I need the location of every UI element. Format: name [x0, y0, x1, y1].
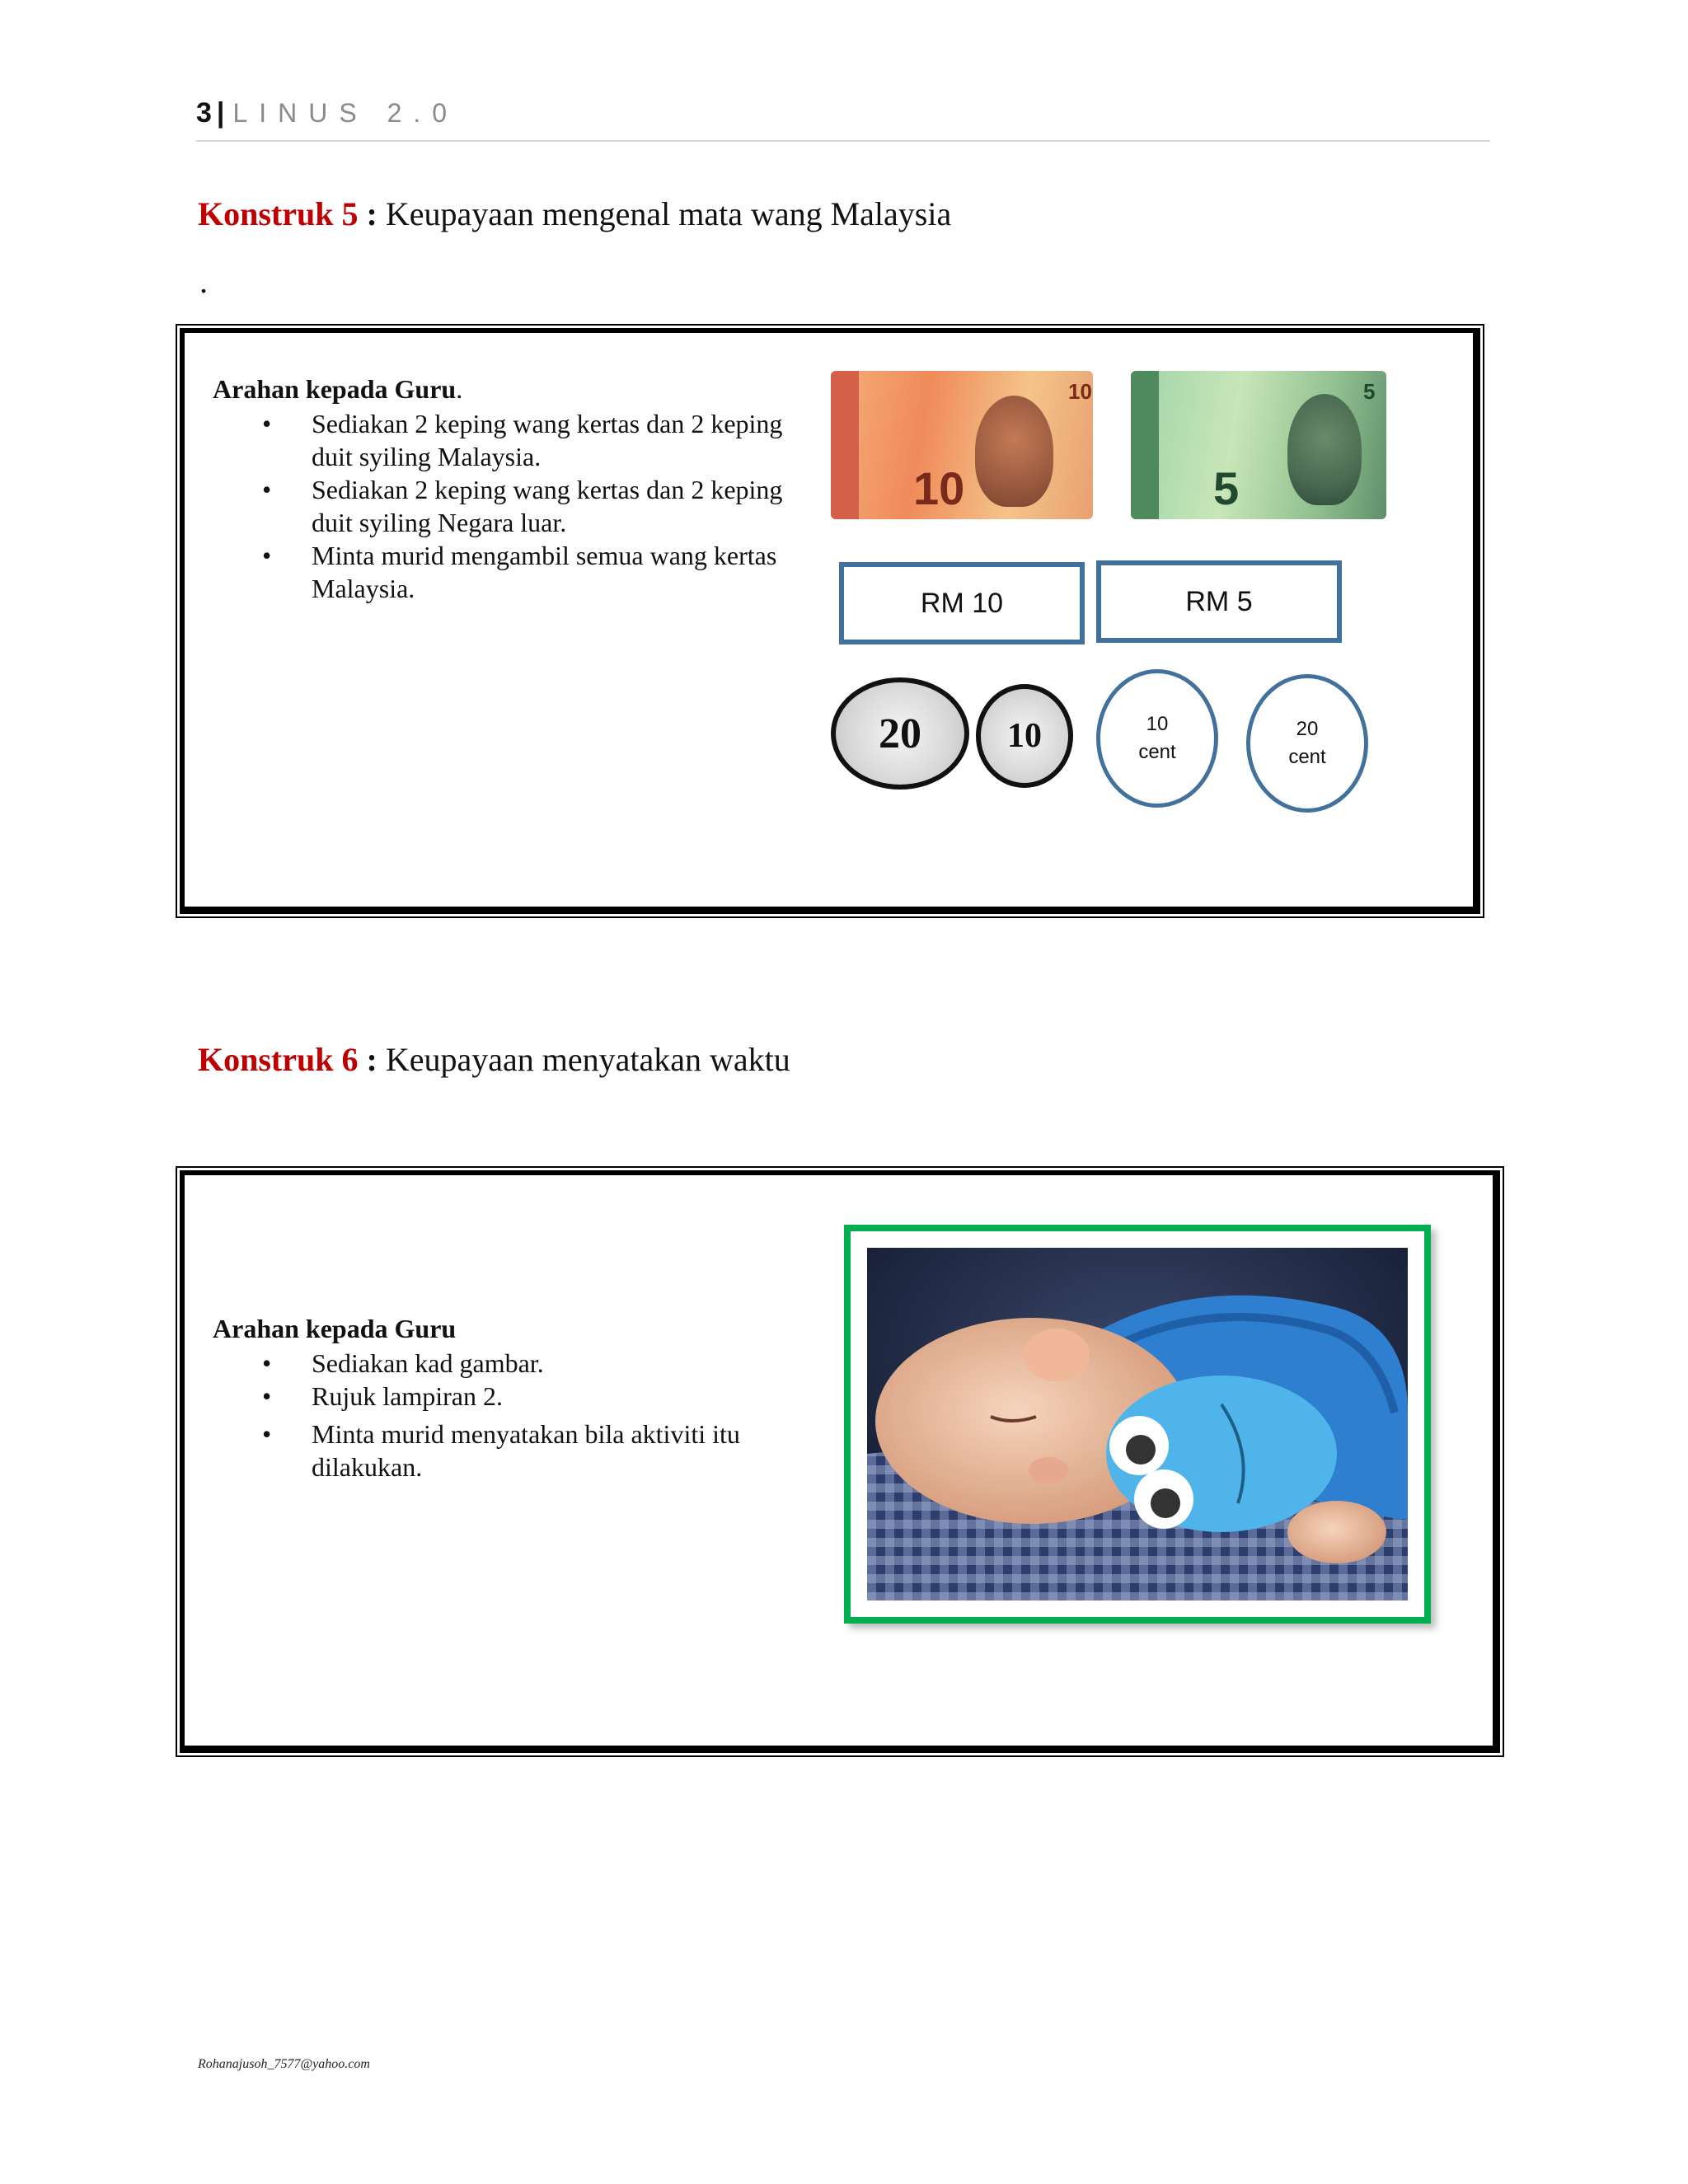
konstruk-5-heading	[198, 194, 951, 234]
sleeping-baby-photo	[867, 1248, 1408, 1601]
instructions-title-suffix: .	[456, 374, 463, 404]
instruction-item: • Minta murid mengambil semua wang kertas Malaysia.	[213, 539, 823, 605]
portrait-icon	[975, 396, 1053, 507]
coin-denomination: 10	[1007, 717, 1042, 755]
note-corner-denomination: 10	[1068, 379, 1092, 404]
cent-unit: cent	[1288, 746, 1326, 768]
konstruk-6-instructions	[213, 1312, 823, 1483]
20-sen-coin-image	[831, 677, 969, 790]
konstruk-5-title: Keupayaan mengenal mata wang Malaysia	[385, 195, 952, 232]
cent-value: 20	[1296, 718, 1319, 740]
footer-email: Rohanajusoh_7577@yahoo.com	[198, 2057, 370, 2071]
konstruk-6-title: Keupayaan menyatakan waktu	[385, 1041, 790, 1078]
cent-unit: cent	[1138, 741, 1176, 763]
konstruk-6-colon: :	[366, 1041, 377, 1078]
trailing-dot: .	[199, 263, 208, 300]
konstruk-5-colon: :	[366, 195, 377, 232]
instructions-list	[213, 1347, 823, 1483]
instructions-title: Arahan kepada Guru	[213, 374, 457, 404]
activity-photo-frame	[844, 1225, 1431, 1624]
note-security-strip	[831, 371, 859, 519]
instruction-item: • Rujuk lampiran 2.	[213, 1380, 823, 1413]
rm10-label-box: RM 10	[839, 562, 1085, 644]
instructions-list	[213, 407, 823, 605]
10-sen-coin-image	[976, 684, 1073, 788]
konstruk-5-instructions	[213, 373, 823, 605]
header-separator: |	[216, 97, 225, 129]
20-cent-label-circle	[1246, 674, 1368, 813]
rm5-label-box: RM 5	[1096, 560, 1342, 643]
instructions-title: Arahan kepada Guru	[213, 1314, 457, 1343]
header-brand: LINUS 2.0	[232, 98, 459, 128]
note-denomination: 10	[913, 462, 965, 514]
rm10-banknote-image	[831, 371, 1093, 519]
cent-value: 10	[1146, 713, 1169, 735]
page-header	[196, 97, 1490, 142]
sleeping-baby-icon	[867, 1248, 1408, 1601]
portrait-icon	[1287, 394, 1362, 505]
konstruk-6-label: Konstruk 6	[198, 1041, 359, 1078]
rm5-banknote-image	[1131, 371, 1386, 519]
note-corner-denomination: 5	[1363, 379, 1376, 404]
note-denomination: 5	[1213, 462, 1240, 514]
instruction-item: • Sediakan kad gambar.	[213, 1347, 823, 1380]
10-cent-label-circle	[1096, 669, 1218, 808]
konstruk-5-label: Konstruk 5	[198, 195, 359, 232]
instruction-item: • Minta murid menyatakan bila aktiviti itu dilakukan.	[213, 1418, 823, 1483]
note-security-strip	[1131, 371, 1159, 519]
instruction-item: • Sediakan 2 keping wang kertas dan 2 keping duit syiling Malaysia.	[213, 407, 823, 473]
coin-denomination: 20	[879, 710, 921, 757]
konstruk-6-heading	[198, 1040, 790, 1080]
page-number: 3	[196, 97, 213, 129]
instruction-item: • Sediakan 2 keping wang kertas dan 2 keping duit syiling Negara luar.	[213, 473, 823, 539]
